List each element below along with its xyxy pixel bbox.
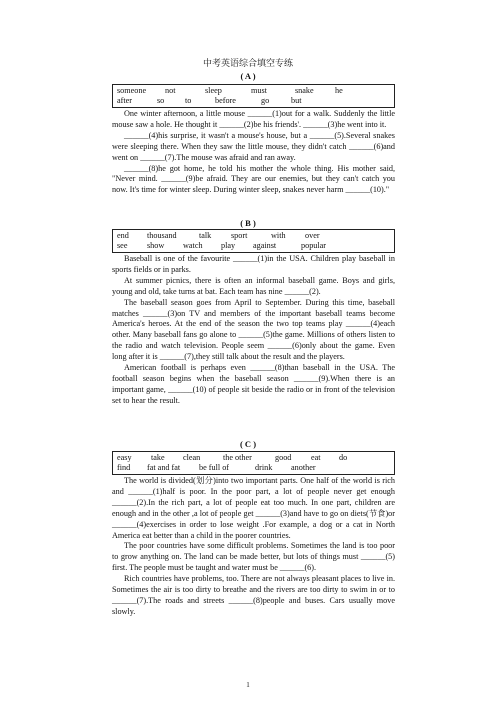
word: be full of xyxy=(199,463,230,472)
section-a-word-box xyxy=(112,84,395,108)
word: the other xyxy=(223,453,252,462)
word-row xyxy=(117,453,390,463)
word: clean xyxy=(183,453,201,462)
word: fat and fat xyxy=(147,463,181,472)
paragraph: The poor countries have some difficult problems. Sometimes the land is too poor to grow anything on. The land can be made better, but lots of things must ______(5) first. The people must be taught and water must be ______(6). xyxy=(112,541,395,573)
section-a-passage xyxy=(112,109,395,196)
word: before xyxy=(215,96,236,105)
word: show xyxy=(147,241,165,250)
word: after xyxy=(117,96,132,105)
word: end xyxy=(117,231,129,240)
word: talk xyxy=(199,231,212,240)
word: easy xyxy=(117,453,132,462)
word-row xyxy=(117,463,390,473)
section-c-word-box xyxy=(112,451,395,475)
section-b-label: ( B ) xyxy=(240,218,256,228)
word: eat xyxy=(311,453,321,462)
paragraph: Baseball is one of the favourite ______(1)in the USA. Children play baseball in sports fields or in parks. xyxy=(112,254,395,274)
page-title: 中考英语综合填空专练 xyxy=(202,58,293,68)
word: someone xyxy=(117,86,147,95)
word: play xyxy=(221,241,236,250)
section-b-passage xyxy=(112,254,395,407)
word: drink xyxy=(255,463,273,472)
word: thousand xyxy=(147,231,177,240)
word: popular xyxy=(301,241,327,250)
word: over xyxy=(305,231,320,240)
word: good xyxy=(275,453,292,462)
paragraph: ______(4)his surprise, it wasn't a mouse's house, but a ______(5).Several snakes were sleeping there. When they saw the little mouse, they didn't catch ______(6)and went on ______(7).The mouse was afraid and ran away. xyxy=(112,130,395,162)
word: with xyxy=(271,231,286,240)
word: he xyxy=(335,86,343,95)
word: but xyxy=(291,96,302,105)
word: against xyxy=(253,241,277,250)
word: watch xyxy=(183,241,203,250)
word-row xyxy=(117,241,390,251)
word: go xyxy=(261,96,270,105)
word-row xyxy=(117,96,390,106)
paragraph: Rich countries have problems, too. There are not always pleasant places to live in. Sometimes the air is too dirty to breathe and the rivers are too dirty to swim in or to ______(7).The roads and streets ______(8)people and buses. Cars usually move slowly. xyxy=(112,574,395,616)
word: find xyxy=(117,463,131,472)
word: see xyxy=(117,241,128,250)
word: sleep xyxy=(205,86,222,95)
word: take xyxy=(151,453,165,462)
paragraph: ______(8)he got home, he told his mother the whole thing. His mother said, "Never mind. ______(9)be afraid. They are our enemies, but they can't catch you now. It's time for winter sleep. During winter sleep, snakes never harm ______(10)." xyxy=(112,163,395,195)
word: snake xyxy=(295,86,314,95)
paragraph: One winter afternoon, a little mouse ______(1)out for a walk. Suddenly the little mouse saw a hole. He thought it ______(2)be his friends'. ______(3)he went into it. xyxy=(112,109,395,129)
word: do xyxy=(339,453,348,462)
paragraph: American football is perhaps even ______(8)than baseball in the USA. The football season begins when the baseball season ______(9).When there is an important game, ______(10) of people sit beside the radio or in front of the television set to hear the result. xyxy=(112,363,395,405)
section-b-word-box xyxy=(112,229,395,253)
word: not xyxy=(165,86,176,95)
word: so xyxy=(157,96,165,105)
word: sport xyxy=(231,231,248,240)
section-c-label: ( C ) xyxy=(239,439,257,449)
section-c-passage xyxy=(112,476,395,618)
paragraph: The baseball season goes from April to September. During this time, baseball matches ______(3)on TV and members of the important baseball teams become America's heroes. At the end of the season the two top teams play ______(4)each other. Many baseball fans go alone to ______(5)the game. Millions of others listen to the radio and watch television. People seem ______(6)only about the game. Even long after it is ______(7),they still talk about the result and the players. xyxy=(112,297,395,362)
paragraph: The world is divided(划分)into two important parts. One half of the world is rich and ______(1)half is poor. In the poor part, a lot of people never get enough ______(2).In the rich part, a lot of people eat too much. In one part, children are enough and in the other ,a lot of people get ______(3)and have to go on diets(节食)or ______(4)exercises in order to lose weight .For example, a dog or a cat in North America eat better than a child in the poorer countries. xyxy=(112,476,395,540)
word-row xyxy=(117,231,390,241)
word: must xyxy=(251,86,267,95)
word-row xyxy=(117,86,390,96)
section-a-label: ( A ) xyxy=(240,71,256,81)
page-number: 1 xyxy=(246,681,250,689)
word: another xyxy=(291,463,316,472)
word: to xyxy=(185,96,192,105)
paragraph: At summer picnics, there is often an informal baseball game. Boys and girls, young and old, take turns at bat. Each team has nine ______(2). xyxy=(112,275,395,296)
